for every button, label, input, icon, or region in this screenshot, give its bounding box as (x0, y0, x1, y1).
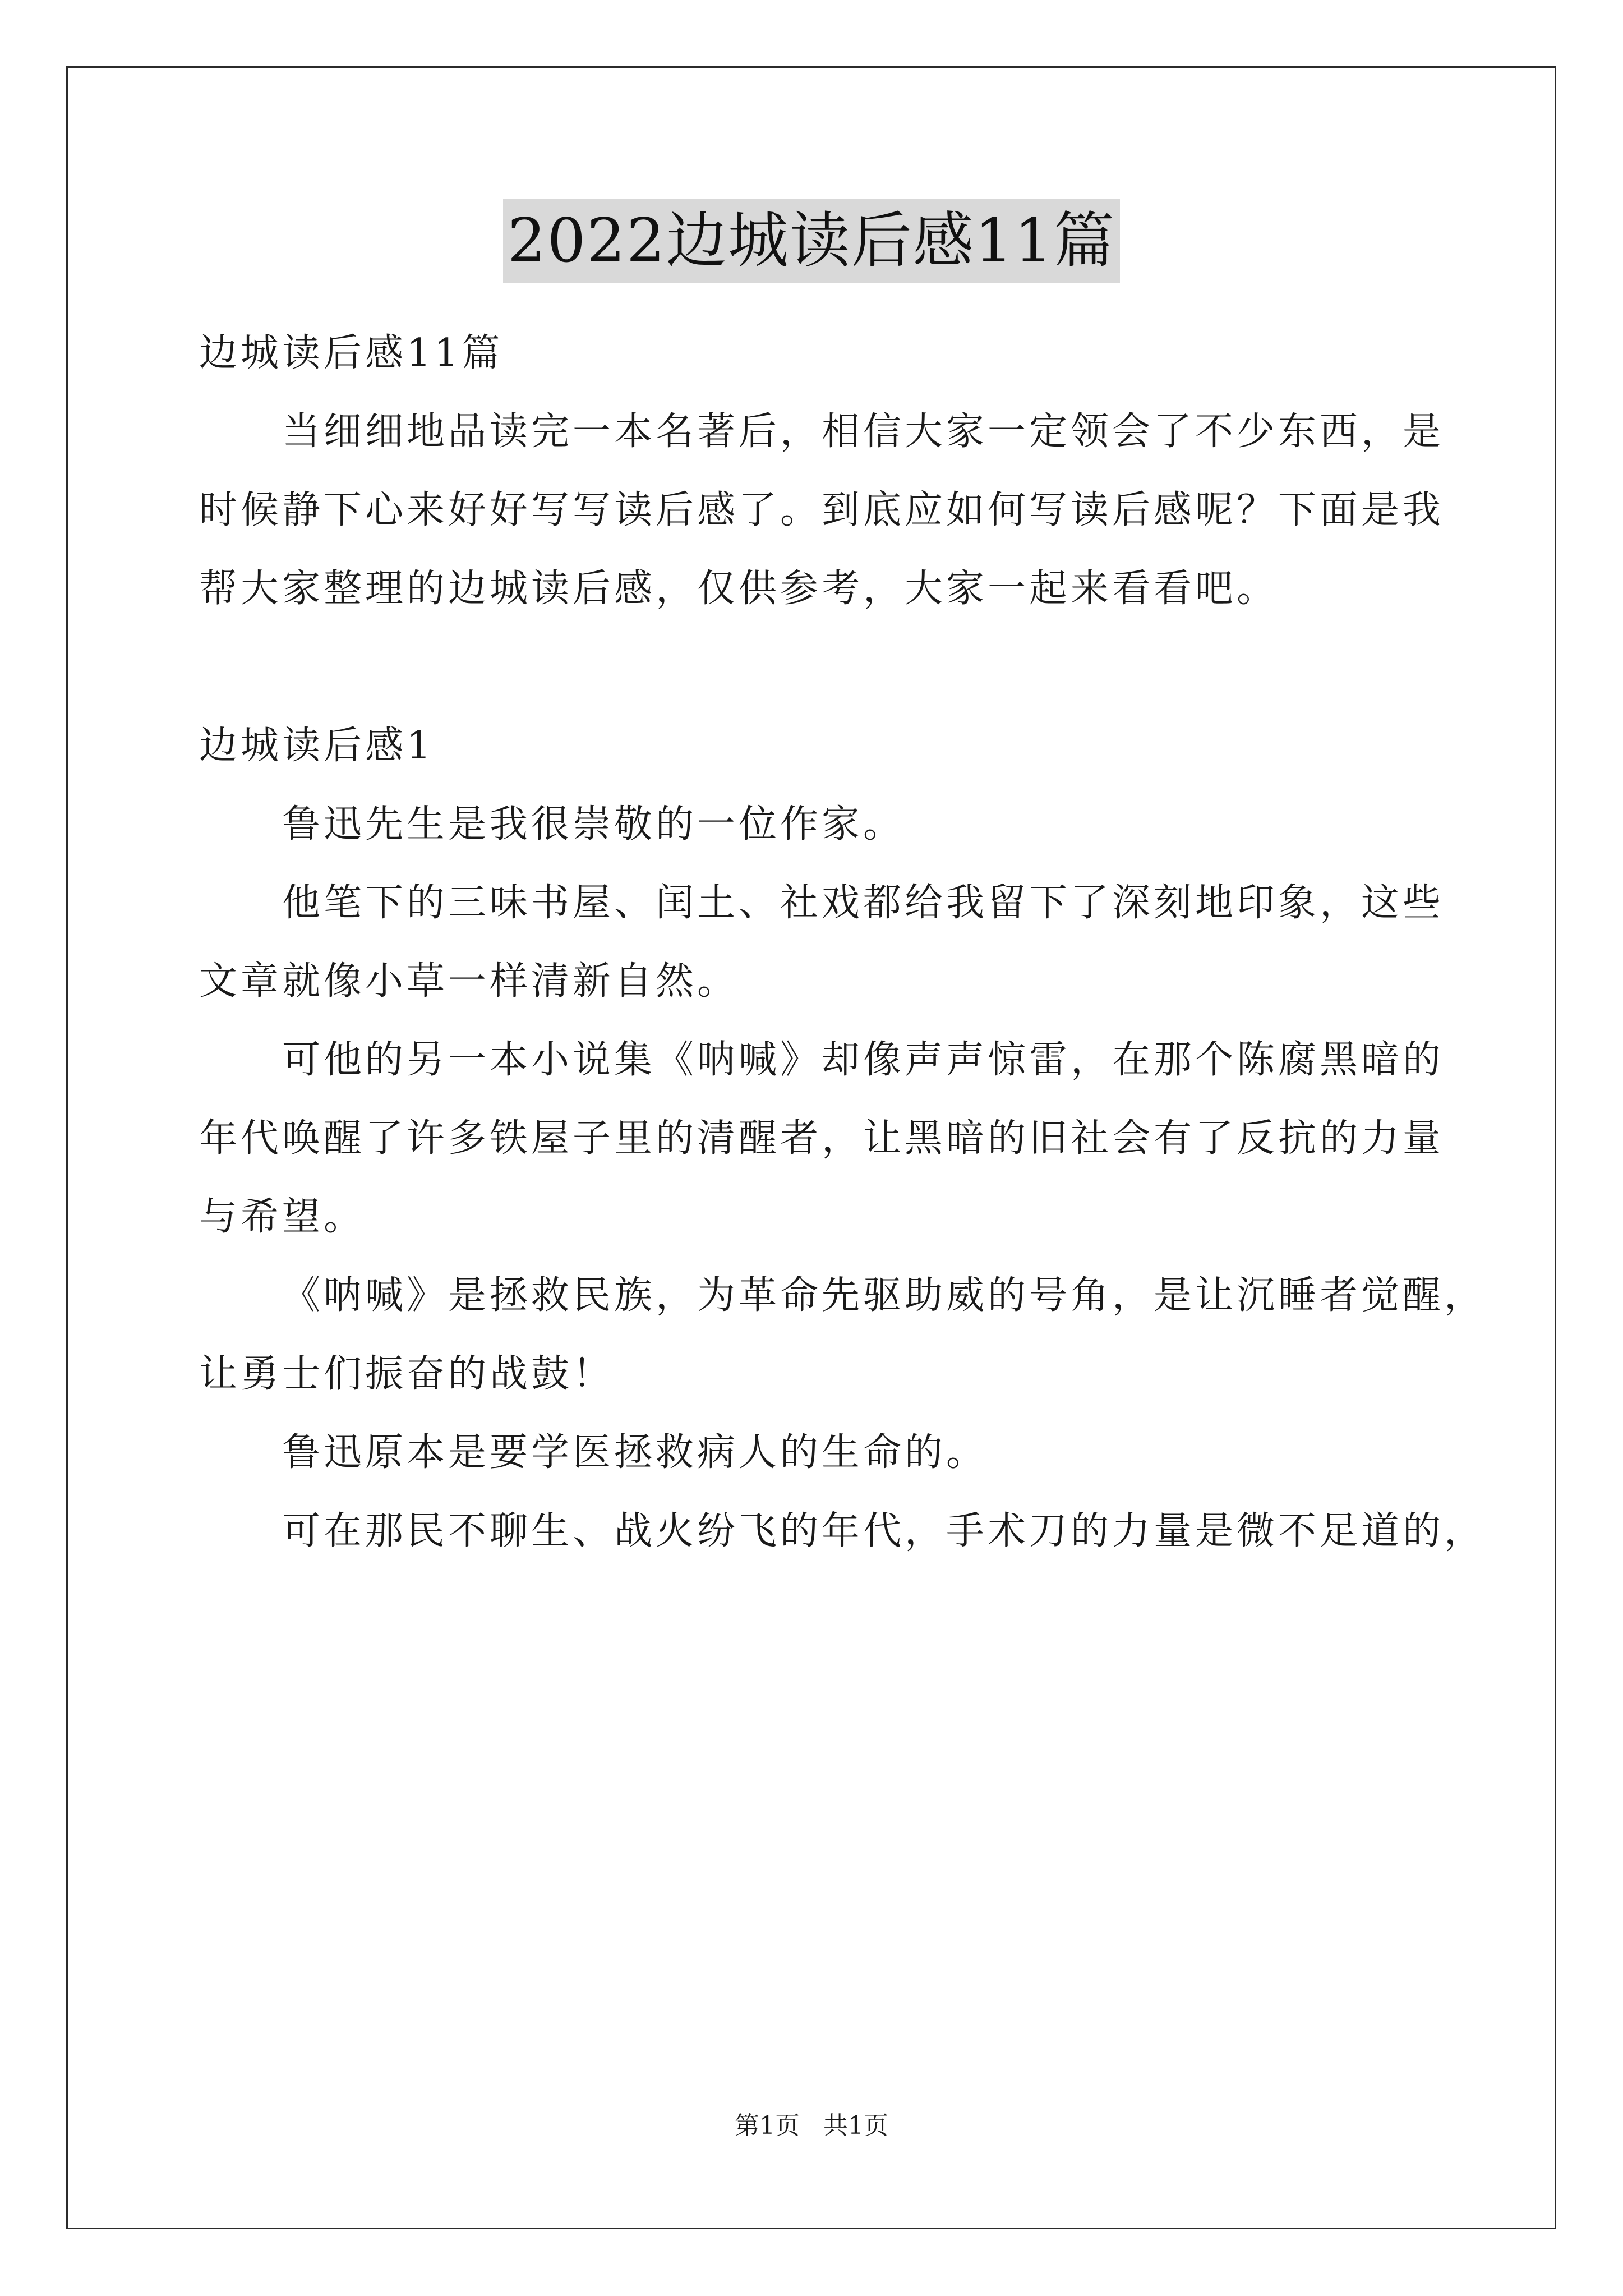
text-line: 让勇士们振奋的战鼓！ (199, 1352, 615, 1396)
document-title: 2022边城读后感11篇 (503, 199, 1120, 283)
page-count: 共1页 (823, 2111, 888, 2140)
text-line: 《呐喊》是拯救民族，为革命先驱助威的号角，是让沉睡者觉醒， (282, 1273, 1486, 1318)
paragraph-gap (199, 628, 1433, 707)
text-line: 文章就像小草一样清新自然。 (199, 959, 739, 1004)
page-number: 第1页 (735, 2111, 800, 2140)
text-line: 鲁迅原本是要学医拯救病人的生命的。 (282, 1430, 988, 1475)
document-body (199, 314, 1486, 1571)
title-container (0, 199, 1623, 283)
text-line: 鲁迅先生是我很崇敬的一位作家。 (282, 802, 905, 846)
text-line: 帮大家整理的边城读后感，仅供参考，大家一起来看看吧。 (199, 567, 1279, 611)
text-line: 与希望。 (199, 1195, 366, 1239)
text-line: 时候静下心来好好写写读后感了。到底应如何写读后感呢？下面是我 (199, 488, 1445, 532)
text-line: 当细细地品读完一本名著后，相信大家一定领会了不少东西，是 (282, 409, 1445, 454)
text-line: 年代唤醒了许多铁屋子里的清醒者，让黑暗的旧社会有了反抗的力量 (199, 1116, 1445, 1161)
page-footer (0, 2109, 1623, 2143)
text-line: 边城读后感11篇 (199, 331, 504, 375)
text-line: 他笔下的三味书屋、闰土、社戏都给我留下了深刻地印象，这些 (282, 881, 1445, 925)
text-line: 边城读后感1 (199, 724, 435, 768)
text-line: 可在那民不聊生、战火纷飞的年代，手术刀的力量是微不足道的， (282, 1509, 1486, 1553)
text-line: 可他的另一本小说集《呐喊》却像声声惊雷，在那个陈腐黑暗的 (282, 1038, 1445, 1082)
